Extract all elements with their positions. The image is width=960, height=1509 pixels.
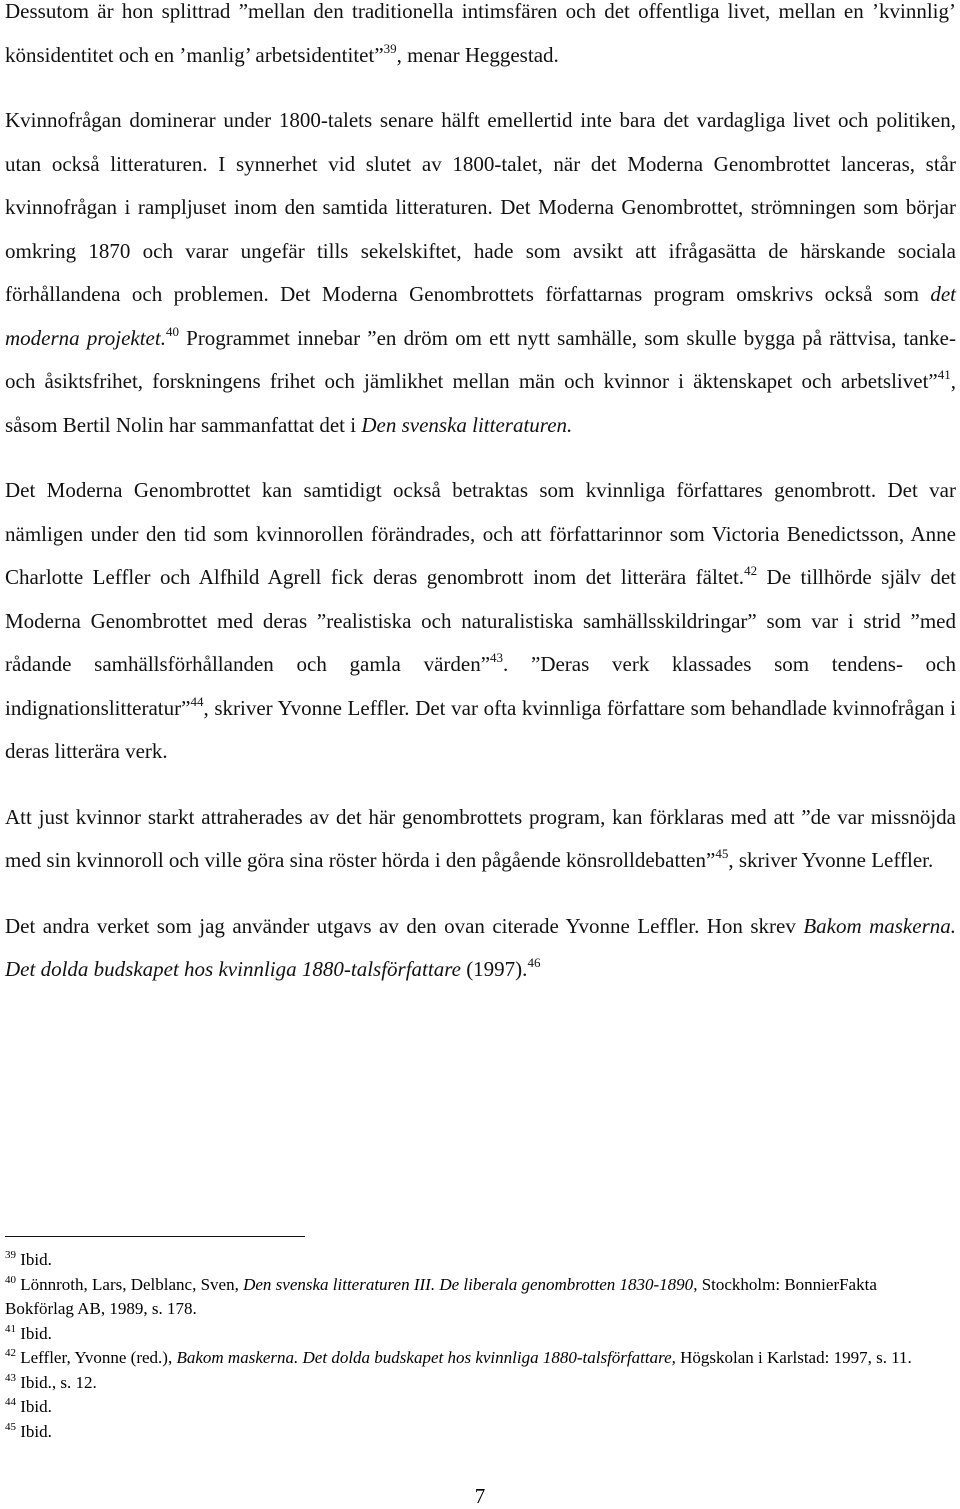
paragraph-2 bbox=[5, 99, 956, 447]
italic-title: Den svenska litteraturen bbox=[361, 412, 568, 437]
footnote-43 bbox=[5, 1371, 945, 1396]
footnote-42 bbox=[5, 1346, 945, 1371]
footnote-number: 44 bbox=[5, 1396, 16, 1408]
footnote-44 bbox=[5, 1395, 945, 1420]
footnotes bbox=[5, 1248, 945, 1444]
footnote-text: , Stockholm: BonnierFakta Bokförlag AB, 1989, s. 178. bbox=[5, 1274, 877, 1318]
italic-term: det moderna projektet bbox=[5, 282, 956, 350]
footnote-41 bbox=[5, 1322, 945, 1347]
footnote-text: Ibid. bbox=[16, 1323, 52, 1343]
italic-title: Bakom maskerna. Det dolda budskapet hos kvinnliga 1880-talsförfattare bbox=[5, 913, 956, 981]
paragraph-text: Kvinnofrågan dominerar under 1800-talets senare hälft emellertid inte bara det vardagliga livet och politiken, utan också litteraturen. I synnerhet vid slutet av 1800-talet, när det Moderna Genombrottet lanceras, står kvinnofrågan i rampljuset inom den samtida litteraturen. Det Moderna Genombrottet, strömningen som börjar omkring 1870 och varar ungefär tills sekelskiftet, hade som avsikt att ifrågasätta de härskande sociala förhållandena och problemen. Det Moderna Genombrottets författarnas program omskrivs också som bbox=[5, 108, 956, 306]
footnote-title: Bakom maskerna. Det dolda budskapet hos kvinnliga 1880-talsförfattare, bbox=[176, 1348, 676, 1367]
paragraph-4 bbox=[5, 796, 956, 883]
footnote-number: 45 bbox=[5, 1420, 16, 1433]
paragraph-3 bbox=[5, 469, 956, 774]
footnote-text: Ibid. bbox=[16, 1250, 52, 1269]
footnote-ref-46: 46 bbox=[527, 955, 541, 970]
footnote-number: 43 bbox=[5, 1371, 16, 1384]
paragraph-text: De tillhörde själv det Moderna Genombrottet med deras ”realistiska och naturalistiska samhällsskildringar” som var i strid ”med rådande samhällsförhållanden och gamla värden” bbox=[5, 565, 956, 676]
page-number: 7 bbox=[474, 1484, 486, 1508]
footnote-text: Leffler, Yvonne (red.), bbox=[16, 1348, 177, 1367]
paragraph-text: Dessutom är hon splittrad ”mellan den traditionella intimsfären och det offentliga livet, mellan en ’kvinnlig’ könsidentitet och en ’manlig’ arbetsidentitet” bbox=[5, 0, 956, 67]
footnote-text: Ibid. bbox=[16, 1397, 52, 1416]
paragraph-text: , skriver Yvonne Leffler. bbox=[728, 848, 934, 872]
footnote-ref-43: 43 bbox=[490, 650, 504, 665]
footnote-ref-41: 41 bbox=[937, 367, 951, 382]
paragraph-text: , menar Heggestad. bbox=[396, 42, 559, 67]
paragraph-text: Att just kvinnor starkt attraherades av det här genombrottets program, kan förklaras med att ”de var missnöjda med sin kvinnoroll och ville göra sina röster hörda i den pågående könsrolldebatten” bbox=[5, 804, 956, 872]
paragraph-text: (1997). bbox=[460, 957, 528, 981]
footnote-text: Ibid. bbox=[16, 1421, 52, 1441]
footnote-45 bbox=[5, 1420, 945, 1445]
footnote-title: Den svenska litteraturen III. De liberala genombrotten 1830-1890 bbox=[243, 1274, 694, 1294]
paragraph-text: . bbox=[160, 325, 166, 350]
footnote-number: 40 bbox=[5, 1273, 16, 1286]
footnote-number: 42 bbox=[5, 1347, 16, 1359]
paragraph-text: Det andra verket som jag använder utgavs av den ovan citerade Yvonne Leffler. Hon skrev bbox=[5, 913, 804, 938]
footnote-ref-45: 45 bbox=[715, 846, 729, 861]
paragraph-1 bbox=[5, 0, 956, 77]
footnote-40 bbox=[5, 1273, 945, 1322]
footnote-number: 39 bbox=[5, 1249, 16, 1261]
paragraph-text: , skriver Yvonne Leffler. Det var ofta kvinnliga författare som behandlade kvinnofrågan i deras litterära verk. bbox=[5, 695, 956, 763]
footnote-ref-40: 40 bbox=[165, 323, 179, 339]
footnote-separator bbox=[5, 1236, 305, 1237]
footnote-39 bbox=[5, 1248, 945, 1273]
footnote-ref-39: 39 bbox=[383, 40, 397, 56]
paragraph-text: Programmet innebar ”en dröm om ett nytt samhälle, som skulle bygga på rättvisa, tanke- och åsiktsfrihet, forskningens frihet och jämlikhet mellan män och kvinnor i äktenskapet och arbetslivet” bbox=[5, 325, 956, 393]
footnote-ref-44: 44 bbox=[190, 693, 204, 709]
paragraph-text: Det Moderna Genombrottet kan samtidigt också betraktas som kvinnliga författares genombrott. Det var nämligen under den tid som kvinnorollen förändrades, och att författarinnor som Victoria Benedictsson, Anne Charlotte Leffler och Alfhild Agrell fick deras genombrott inom det litterära fältet. bbox=[5, 478, 956, 589]
footnote-text: Lönnroth, Lars, Delblanc, Sven, bbox=[16, 1274, 244, 1294]
footnote-number: 41 bbox=[5, 1322, 16, 1335]
paragraph-text: . bbox=[567, 412, 573, 437]
paragraph-5 bbox=[5, 905, 956, 992]
paragraph-text: . ”Deras verk klassades som tendens- och indignationslitteratur” bbox=[5, 652, 956, 720]
paragraph-text: , såsom Bertil Nolin har sammanfattat det i bbox=[5, 369, 956, 437]
footnote-ref-42: 42 bbox=[744, 563, 758, 578]
footnote-text: Ibid., s. 12. bbox=[16, 1372, 97, 1392]
footnote-text: Högskolan i Karlstad: 1997, s. 11. bbox=[675, 1348, 912, 1367]
